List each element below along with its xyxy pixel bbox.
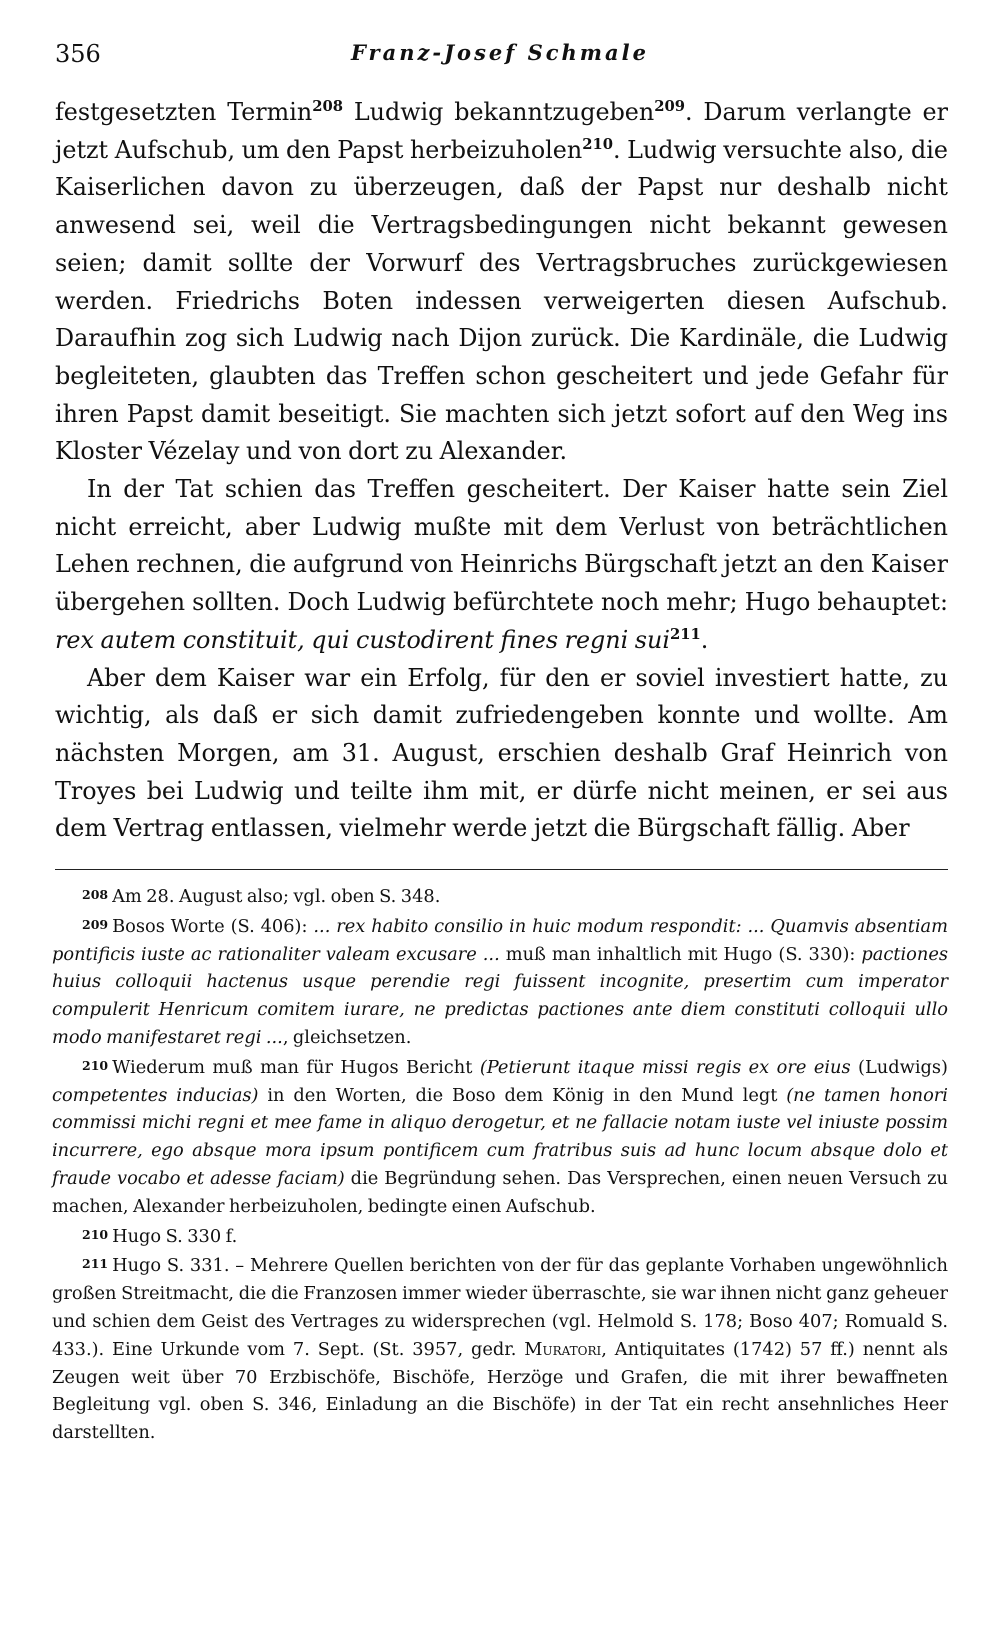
footnote-text: Hugo S. 330 f. <box>112 1225 238 1247</box>
latin-quote: (ne tamen honori commissi michi regni et mee fame in aliquo derogetur, et ne fallacie notam iuste vel iniuste possim incurrere, ego absque mora ipsum pontificem cum fratribus suis ad hunc locum absque dolo et fraude vocabo et adesse faciam) <box>52 1084 948 1189</box>
footnote-ref-211: 211 <box>669 625 701 643</box>
text-run: festgesetzten Termin <box>55 98 313 126</box>
footnote-text: Bosos Worte (S. 406): <box>112 915 314 937</box>
paragraph-3: Aber dem Kaiser war ein Erfolg, für den er soviel investiert hatte, zu wichtig, als daß er sich damit zufriedengeben konnte und wollte. Am nächsten Morgen, am 31. August, erschien deshalb Graf Heinrich von Troyes bei Ludwig und teilte ihm mit, er dürfe nicht meinen, er sei aus dem Vertrag entlassen, vielmehr werde jetzt die Bürgschaft fällig. Aber <box>55 663 948 843</box>
footnote-text: , gleichsetzen. <box>282 1026 412 1048</box>
text-run: Ludwig bekanntzugeben <box>342 98 655 126</box>
text-run: . <box>700 625 709 654</box>
text-run: In der Tat schien das Treffen gescheitert. Der Kaiser hatte sein Ziel nicht erreicht, aber Ludwig mußte mit dem Verlust von beträchtlichen Lehen rechnen, die aufgrund von Heinrichs Bürgschaft jetzt an den Kaiser übergehen sollten. Doch Ludwig befürchtete noch mehr; Hugo behauptet: <box>55 475 948 617</box>
footnote-text: (Ludwigs) <box>850 1056 948 1078</box>
footnote-ref-208: 208 <box>312 98 343 116</box>
footnote-number: 209 <box>82 916 109 932</box>
footnote-210-second <box>52 1221 948 1251</box>
footnote-text: in den Worten, die Boso dem König in den Mund legt <box>258 1084 787 1106</box>
latin-quote: rex autem constituit, qui custodirent fines regni sui <box>55 625 670 654</box>
footnote-text: die Begründung sehen. Das Versprechen, einen neuen Versuch zu machen, Alexander herbeizuholen, bedingte einen Aufschub. <box>52 1167 949 1217</box>
latin-quote: ... rex habito consilio in huic modum respondit: ... Quamvis absentiam pontificis iuste ac rationaliter valeam excusare ... <box>52 915 948 965</box>
footnote-210 <box>52 1052 948 1221</box>
latin-quote: pactiones huius colloquii hactenus usque perendie regi fuissent incognite, presertim cum imperator compulerit Henricum comitem iurare, ne predictas pactiones ante diem constituti colloquii ullo modo manifestaret regi ... <box>52 943 948 1048</box>
paragraph-1 <box>55 94 948 471</box>
footnote-text: Wiederum muß man für Hugos Bericht <box>112 1056 480 1078</box>
footnote-209 <box>52 911 948 1052</box>
footnote-211 <box>52 1250 948 1447</box>
main-text <box>55 94 948 848</box>
footnote-text: Hugo S. 331. – Mehrere Quellen berichten von der für das geplante Vorhaben ungewöhnlich großen Streitmacht, die die Franzosen immer wieder überraschte, sie war ihnen nicht ganz geheuer und schien dem Geist des Vertrages zu widersprechen (vgl. Helmold S. 178; Boso 407; Romuald S. 433.). Eine Urkunde vom 7. Sept. (St. 3957, gedr. <box>52 1255 948 1360</box>
footnotes <box>52 881 948 1447</box>
footnote-208 <box>52 881 948 911</box>
footnote-ref-209: 209 <box>654 98 686 116</box>
latin-quote: (Petierunt itaque missi regis ex ore eius <box>479 1056 851 1078</box>
footnote-text: , Antiquitates (1742) 57 ff.) nennt als Zeugen weit über 70 Erzbischöfe, Bischöfe, Herzöge und Grafen, die mit ihrer bewaffneten Begleitung vgl. oben S. 346, Einladung an die Bischöfe) in der Tat ein recht ansehnliches Heer darstellten. <box>52 1338 948 1444</box>
text-run: . Ludwig versuchte also, die Kaiserlichen davon zu überzeugen, daß der Papst nur deshalb nicht anwesend sei, weil die Vertragsbedingungen nicht bekannt gewesen seien; damit sollte der Vorwurf des Vertragsbruches zurückgewiesen werden. Friedrichs Boten indessen verweigerten diesen Aufschub. Daraufhin zog sich Ludwig nach Dijon zurück. Die Kardinäle, die Ludwig begleiteten, glaubten das Treffen schon gescheitert und jede Gefahr für ihren Papst damit beseitigt. Sie machten sich jetzt sofort auf den Weg ins Kloster Vézelay und von dort zu Alexander. <box>55 135 948 466</box>
latin-quote: competentes inducias) <box>52 1084 259 1106</box>
running-head: Franz-Josef Schmale <box>351 40 649 65</box>
paragraph-2 <box>55 471 948 660</box>
footnote-number: 208 <box>82 887 109 902</box>
footnote-divider <box>55 869 948 870</box>
footnote-text: Am 28. August also; vgl. oben S. 348. <box>112 886 441 907</box>
text-run: . Darum verlangte er jetzt Aufschub, um den Papst herbeizuholen <box>55 98 949 164</box>
page-number: 356 <box>55 40 101 68</box>
footnote-number: 210 <box>82 1226 109 1242</box>
footnote-number: 211 <box>82 1256 109 1272</box>
footnote-text: muß man inhaltlich mit Hugo (S. 330): <box>499 943 862 965</box>
footnote-ref-210: 210 <box>582 135 613 153</box>
footnote-number: 210 <box>82 1057 109 1073</box>
author-name: Muratori <box>524 1338 602 1360</box>
